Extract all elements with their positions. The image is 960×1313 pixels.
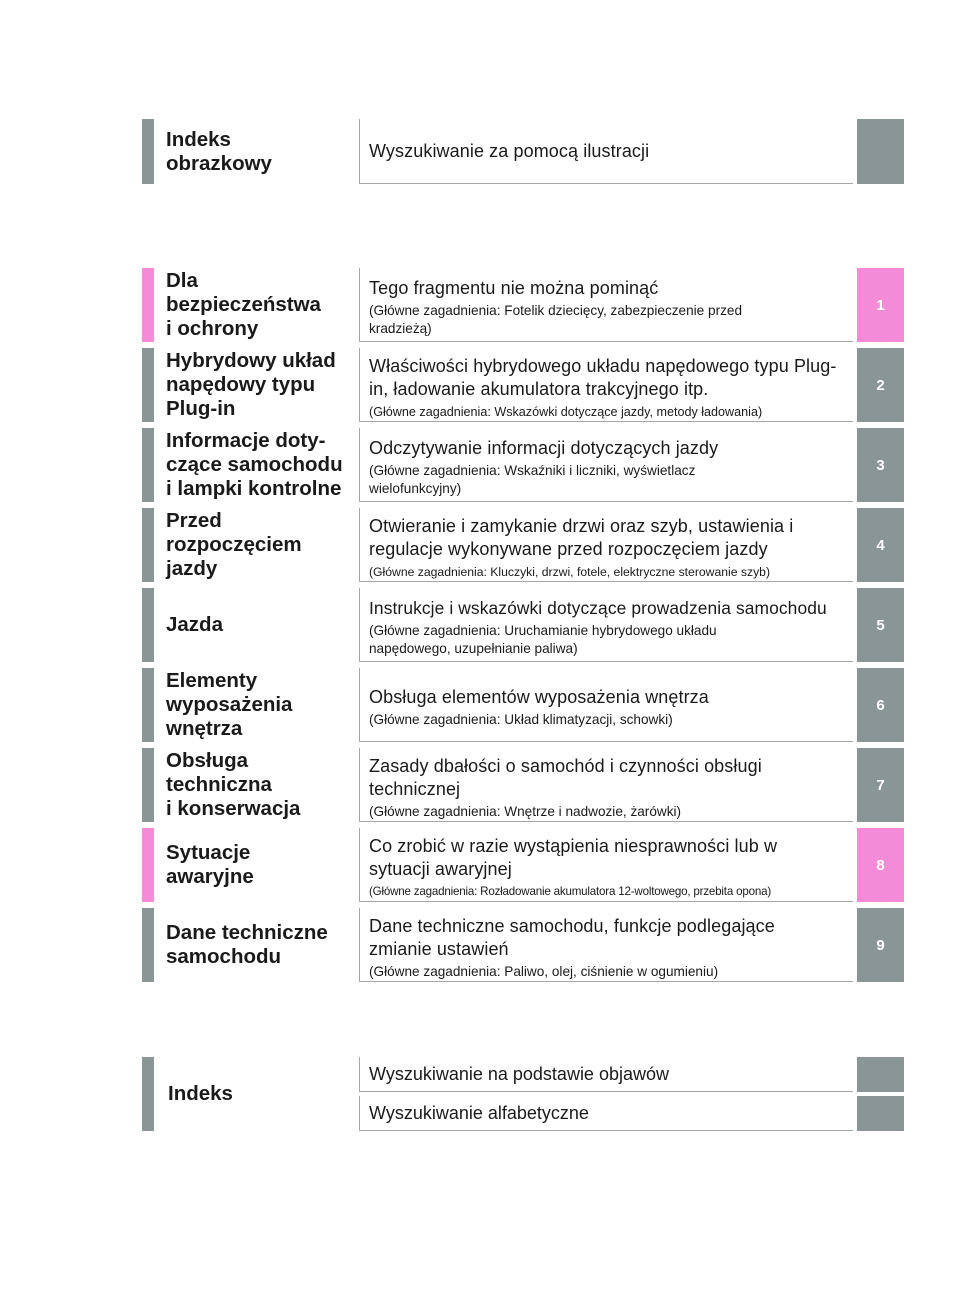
index-item-alphabetical[interactable] xyxy=(359,1096,904,1131)
chapter-tab-8[interactable]: 8 xyxy=(857,828,904,902)
section-color-bar xyxy=(142,908,154,982)
chapter-topics: (Główne zagadnienia: Wskazówki dotyczące jazdy, metody ładowania) xyxy=(369,404,763,419)
section-color-bar xyxy=(142,348,154,422)
chapter-topics: (Główne zagadnienia: Rozładowanie akumulatora 12-woltowego, przebita opona) xyxy=(369,884,771,898)
chapter-title: Jazda xyxy=(166,613,223,636)
chapter-title: Dane techniczne samochodu xyxy=(166,921,328,968)
chapter-topics: (Główne zagadnienia: Wnętrze i nadwozie, żarówki) xyxy=(369,803,682,819)
chapter-main-text: Co zrobić w razie wystąpienia niesprawności lub w sytuacji awaryjnej xyxy=(369,835,778,879)
chapter-main-text: Instrukcje i wskazówki dotyczące prowadzenia samochodu xyxy=(369,598,827,618)
chapter-row-7[interactable] xyxy=(142,748,904,822)
chapter-tab-2[interactable]: 2 xyxy=(857,348,904,422)
chapter-main-text: Dane techniczne samochodu, funkcje podlegające zmianie ustawień xyxy=(369,915,775,959)
section-color-bar xyxy=(142,508,154,582)
index-title: Indeks xyxy=(168,1082,233,1105)
section-color-bar xyxy=(142,428,154,502)
chapter-main-text: Tego fragmentu nie można pominąć xyxy=(369,278,659,298)
index-item-tab[interactable] xyxy=(857,1057,904,1092)
index-item-label: Wyszukiwanie alfabetyczne xyxy=(359,1096,853,1131)
index-item-tab[interactable] xyxy=(857,1096,904,1131)
index-row xyxy=(142,1057,904,1131)
chapter-description-box xyxy=(359,428,853,502)
chapter-description-box xyxy=(359,828,853,902)
chapter-topics: (Główne zagadnienia: Fotelik dziecięcy, zabezpieczenie przed kradzieżą) xyxy=(369,303,743,336)
chapter-row-4[interactable] xyxy=(142,508,904,582)
section-color-bar xyxy=(142,1057,154,1131)
chapter-row-9[interactable] xyxy=(142,908,904,982)
picture-index-description: Wyszukiwanie za pomocą ilustracji xyxy=(369,140,650,161)
picture-index-tab[interactable] xyxy=(857,119,904,184)
chapter-title: Przed rozpoczęciem jazdy xyxy=(166,509,302,580)
chapter-title: Obsługa techniczna i konserwacja xyxy=(166,749,301,820)
chapter-tab-9[interactable]: 9 xyxy=(857,908,904,982)
section-color-bar xyxy=(142,588,154,662)
chapter-row-2[interactable] xyxy=(142,348,904,422)
chapter-topics: (Główne zagadnienia: Paliwo, olej, ciśnienie w ogumieniu) xyxy=(369,963,719,979)
chapter-description-box xyxy=(359,508,853,582)
chapter-tab-7[interactable]: 7 xyxy=(857,748,904,822)
chapter-row-3[interactable] xyxy=(142,428,904,502)
chapter-description-box xyxy=(359,348,853,422)
chapter-topics: (Główne zagadnienia: Kluczyki, drzwi, fotele, elektryczne sterowanie szyb) xyxy=(369,564,771,579)
section-color-bar xyxy=(142,748,154,822)
chapter-row-1[interactable] xyxy=(142,268,904,342)
chapter-title: Dla bezpieczeństwa i ochrony xyxy=(166,269,321,340)
chapter-tab-3[interactable]: 3 xyxy=(857,428,904,502)
chapter-description-box xyxy=(359,588,853,662)
chapter-topics: (Główne zagadnienia: Uruchamianie hybrydowego układu napędowego, uzupełnianie paliwa) xyxy=(369,623,717,656)
picture-index-title: Indeks obrazkowy xyxy=(166,127,272,175)
picture-index-row[interactable] xyxy=(142,119,904,184)
section-color-bar xyxy=(142,268,154,342)
chapter-description-box xyxy=(359,748,853,822)
chapter-tab-4[interactable]: 4 xyxy=(857,508,904,582)
chapter-main-text: Otwieranie i zamykanie drzwi oraz szyb, ustawienia i regulacje wykonywane przed rozpoczęciem jazdy xyxy=(369,515,794,559)
index-item-label: Wyszukiwanie na podstawie objawów xyxy=(359,1057,853,1092)
chapter-tab-1[interactable]: 1 xyxy=(857,268,904,342)
chapter-title: Elementy wyposażenia wnętrza xyxy=(166,669,293,740)
chapter-row-6[interactable] xyxy=(142,668,904,742)
chapter-row-8[interactable] xyxy=(142,828,904,902)
chapter-title: Hybrydowy układ napędowy typu Plug-in xyxy=(166,349,336,420)
chapter-main-text: Zasady dbałości o samochód i czynności obsługi technicznej xyxy=(369,755,762,799)
index-item-symptoms[interactable] xyxy=(359,1057,904,1092)
chapter-description-box xyxy=(359,668,853,742)
chapter-tab-5[interactable]: 5 xyxy=(857,588,904,662)
chapter-main-text: Właściwości hybrydowego układu napędowego typu Plug-in, ładowanie akumulatora trakcyjnego itp. xyxy=(369,355,837,399)
chapter-description-box xyxy=(359,268,853,342)
chapter-description-box xyxy=(359,908,853,982)
chapter-tab-6[interactable]: 6 xyxy=(857,668,904,742)
chapter-topics: (Główne zagadnienia: Wskaźniki i liczniki, wyświetlacz wielofunkcyjny) xyxy=(369,463,696,496)
picture-index-description-box xyxy=(359,119,853,184)
chapter-main-text: Odczytywanie informacji dotyczących jazdy xyxy=(369,438,719,458)
chapter-topics: (Główne zagadnienia: Układ klimatyzacji, schowki) xyxy=(369,712,673,727)
chapter-title: Sytuacje awaryjne xyxy=(166,841,254,888)
section-color-bar xyxy=(142,668,154,742)
section-color-bar xyxy=(142,828,154,902)
chapter-title: Informacje doty- czące samochodu i lampki kontrolne xyxy=(166,429,343,500)
chapter-main-text: Obsługa elementów wyposażenia wnętrza xyxy=(369,687,709,707)
chapter-row-5[interactable] xyxy=(142,588,904,662)
section-color-bar xyxy=(142,119,154,184)
